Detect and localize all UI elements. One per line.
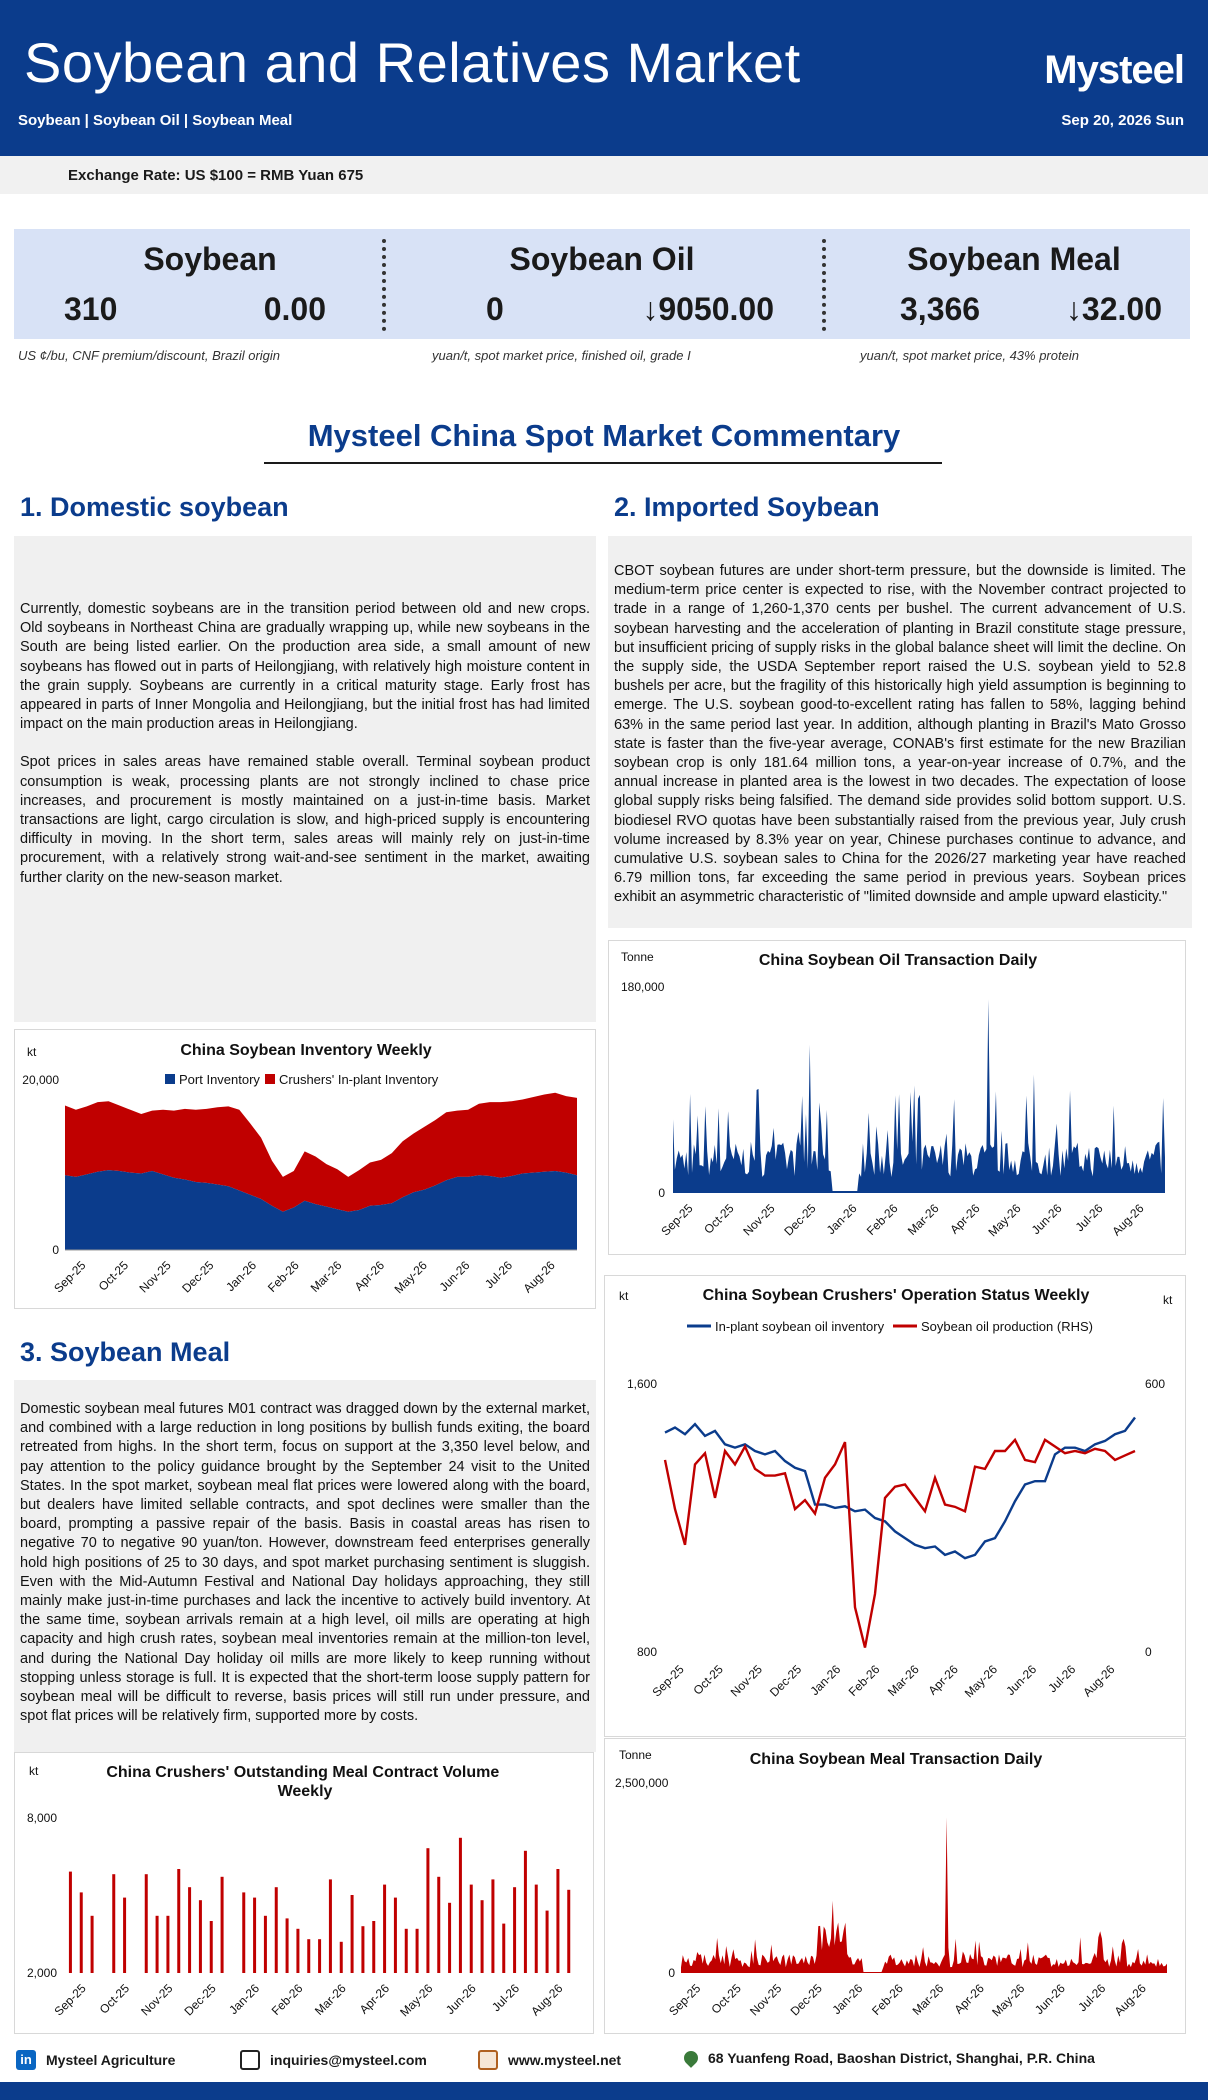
x-tick-label: Jun-26 [1003, 1662, 1040, 1699]
x-tick-label: Oct-25 [701, 1201, 737, 1237]
x-tick-label: Jul-26 [482, 1258, 516, 1292]
x-tick-label: Oct-25 [708, 1981, 744, 2017]
x-tick-label: Feb-26 [869, 1981, 906, 2019]
y-tick-max: 20,000 [22, 1073, 59, 1087]
paragraph: Domestic soybean meal futures M01 contract was dragged down by the external market, and combined with a large reduction in long positions by bullish funds exiting, the board retreated from highs. In the short term, focus on support at the 3,350 level below, and pay attention to the policy guidance brought by the September 24 visit to the United States. In the spot market, soybean meal flat prices were lowered along with the board, but dealers have limited sellable contracts, and spot declines were smaller than the board, prompting a passive repair of the basis. Basis in coastal areas has risen to negative 70 to negative 90 yuan/ton. However, downstream feed enterprises generally hold high positions of 25 to 30 days, and spot market purchasing sentiment is sluggish. Even with the Mid-Autumn Festival and National Day holidays approaching, they still mainly make just-in-time purchases and lack the incentive to actively build inventory. At the same time, soybean arrivals remain at a high level, oil mills are operating at high capacity and high crush rates, soybean meal inventories remain at the million-ton level, and during the National Day holiday oil mills are more likely to keep running without stopping unless storage is full. It is expected that the short-term loose supply pattern for soybean meal will be difficult to reverse, basis prices will still run under pressure, and spot flat prices will be relatively firm, supported more by costs. [20, 1401, 590, 1725]
footer-address [684, 2050, 1095, 2066]
bar [524, 1851, 527, 1973]
x-tick-label: Nov-25 [740, 1201, 778, 1239]
area-meal-transactions [681, 1817, 1167, 1973]
x-tick-label: May-26 [397, 1981, 436, 2020]
price-soybean-meal [838, 229, 1190, 339]
commentary-title: Mysteel China Spot Market Commentary [307, 418, 901, 453]
price-change: ↓32.00 [1065, 291, 1162, 327]
x-tick-label: May-26 [391, 1258, 430, 1297]
bar [546, 1911, 549, 1973]
x-tick-label: Apr-26 [947, 1201, 983, 1237]
x-tick-label: Dec-25 [181, 1981, 219, 2019]
chart-title [106, 1764, 503, 1800]
page-title: Soybean and Relatives Market [24, 31, 801, 94]
chart-svg [605, 1276, 1187, 1738]
bar [351, 1895, 354, 1973]
bar [221, 1877, 224, 1973]
x-tick-label: Mar-26 [884, 1662, 922, 1700]
bar [80, 1892, 83, 1973]
chart-svg [605, 1739, 1187, 2035]
bar [166, 1916, 169, 1973]
legend-inventory: In-plant soybean oil inventory [715, 1319, 885, 1334]
x-tick-label: Jan-26 [823, 1201, 860, 1238]
x-tick-label: Apr-26 [356, 1981, 393, 2017]
x-tick-label: Oct-25 [96, 1981, 133, 2017]
x-tick-label: Feb-26 [268, 1981, 306, 2019]
y2-tick-max: 600 [1145, 1377, 1166, 1391]
bar [383, 1885, 386, 1973]
chart-meal-contract [14, 1752, 594, 2034]
x-tick-label: Jan-26 [807, 1662, 844, 1699]
price-divider [822, 239, 826, 331]
bar [361, 1926, 364, 1973]
paragraph: Spot prices in sales areas have remained stable overall. Terminal soybean product consumption is weak, processing plants are not strongly inclined to chase price increases, and procurement is mostly maintained on a just-in-time basis. Market transactions are light, cargo circulation is slow, and high-priced supply is encountering difficulty in moving. In the short term, sales areas will mainly rely on just-in-time procurement, with a relatively strong wait-and-see sentiment in the market, awaiting further clarity on the new-season market. [20, 754, 590, 886]
bar [69, 1872, 72, 1973]
price-change: ↓9050.00 [642, 291, 774, 327]
bar [372, 1921, 375, 1973]
bar [145, 1874, 148, 1973]
bar [416, 1929, 419, 1973]
footer-bar [0, 2082, 1208, 2100]
exchange-rate: Exchange Rate: US $100 = RMB Yuan 675 [68, 167, 364, 184]
bar [199, 1900, 202, 1973]
bar [210, 1921, 213, 1973]
x-tick-label: Jan-26 [226, 1981, 263, 2018]
price-soybean-oil [406, 229, 798, 339]
bar [394, 1898, 397, 1973]
location-pin-icon [681, 2048, 701, 2068]
y-tick-min: 0 [52, 1243, 59, 1257]
area-oil-transactions [673, 999, 1165, 1193]
bar [177, 1869, 180, 1973]
bar [340, 1942, 343, 1973]
chart-title: China Soybean Oil Transaction Daily [758, 952, 1038, 969]
section-imported-title: 2. Imported Soybean [614, 492, 880, 522]
section-domestic-text [14, 536, 596, 1022]
y-tick-min: 0 [668, 1966, 675, 1980]
bar [470, 1885, 473, 1973]
bar [242, 1892, 245, 1973]
chart-title: China Soybean Inventory Weekly [180, 1042, 432, 1059]
chart-unit-right: kt [1163, 1293, 1173, 1307]
footer-web-label: www.mysteel.net [508, 2052, 622, 2068]
price-value: 310 [64, 291, 118, 327]
bar [253, 1898, 256, 1973]
chart-soybean-oil-daily [608, 940, 1186, 1255]
x-tick-label: Sep-25 [51, 1981, 89, 2019]
footer-email-label: inquiries@mysteel.com [270, 2052, 427, 2068]
bar [123, 1898, 126, 1973]
x-tick-label: Dec-25 [179, 1258, 217, 1296]
mysteel-logo: Mysteel [1044, 48, 1184, 92]
x-tick-label: Dec-25 [787, 1981, 825, 2019]
linkedin-icon: in [16, 2050, 36, 2070]
x-tick-label: Oct-25 [690, 1662, 726, 1698]
x-tick-label: Sep-25 [649, 1662, 687, 1700]
x-tick-label: Jul-26 [1075, 1981, 1109, 2015]
x-tick-label: Feb-26 [863, 1201, 901, 1239]
x-tick-label: Dec-25 [781, 1201, 819, 1239]
x-tick-label: Jan-26 [829, 1981, 866, 2018]
x-tick-label: Nov-25 [138, 1981, 176, 2019]
x-tick-label: Aug-26 [1111, 1981, 1149, 2019]
bar [426, 1848, 429, 1973]
legend-production: Soybean oil production (RHS) [921, 1319, 1093, 1334]
chart-unit: kt [27, 1045, 37, 1059]
bar [112, 1874, 115, 1973]
price-value: 3,366 [900, 291, 981, 327]
footer-linkedin-label: Mysteel Agriculture [46, 2052, 176, 2068]
legend-swatch-crushers [265, 1074, 275, 1084]
x-tick-label: Jun-26 [1028, 1201, 1065, 1238]
chart-meal-daily [604, 1738, 1186, 2034]
y-tick-min: 0 [658, 1186, 665, 1200]
bar [513, 1887, 516, 1973]
chart-unit: Tonne [619, 1748, 652, 1762]
price-name: Soybean [143, 241, 277, 277]
paragraph: Currently, domestic soybeans are in the transition period between old and new crops. Old soybeans in Northeast China are gradually wrapping up, while new soybeans in the South are being listed earlier. On the production area side, a small amount of new soybeans has flowed out in parts of Heilongjiang, with relatively high moisture content in the grain supply. Soybeans are currently in a critical maturity stage. Early frost has appeared in parts of Inner Mongolia and Heilongjiang, but the initial frost has had limited impact on the main production areas in Heilongjiang. [20, 601, 590, 733]
website-icon [478, 2050, 498, 2070]
header-banner [0, 0, 1208, 156]
legend-swatch-port [165, 1074, 175, 1084]
x-tick-label: Mar-26 [904, 1201, 942, 1239]
chart-title: China Soybean Meal Transaction Daily [749, 1751, 1043, 1768]
report-date: Sep 20, 2026 Sun [1061, 112, 1184, 129]
legend-port: Port Inventory [179, 1072, 260, 1087]
bar [307, 1939, 310, 1973]
price-value: 0 [486, 291, 504, 327]
x-tick-label: Nov-25 [747, 1981, 785, 2019]
price-soybean [14, 229, 406, 339]
bar [556, 1869, 559, 1973]
chart-svg [15, 1030, 597, 1310]
email-icon [240, 2050, 260, 2070]
price-divider [382, 239, 386, 331]
chart-soybean-inventory [14, 1029, 596, 1309]
bar [481, 1900, 484, 1973]
footer-linkedin[interactable] [16, 2050, 175, 2070]
price-name: Soybean Oil [509, 241, 695, 277]
bar [567, 1890, 570, 1973]
header-subtitle: Soybean | Soybean Oil | Soybean Meal [18, 112, 293, 129]
bar [286, 1918, 289, 1973]
footer-email[interactable] [240, 2050, 427, 2070]
chart-title-line: Weekly [277, 1783, 333, 1800]
x-tick-label: May-26 [989, 1981, 1028, 2020]
price-note: yuan/t, spot market price, finished oil, grade I [432, 348, 691, 363]
x-tick-label: Jan-26 [223, 1258, 260, 1295]
x-tick-label: May-26 [961, 1662, 1001, 1701]
x-tick-label: Aug-26 [528, 1981, 566, 2019]
bar [437, 1877, 440, 1973]
bar [156, 1916, 159, 1973]
bar [448, 1903, 451, 1973]
exchange-rate-bar [0, 156, 1208, 194]
section-meal-text [14, 1380, 596, 1752]
x-tick-label: Sep-25 [658, 1201, 696, 1239]
y2-tick-min: 0 [1145, 1645, 1152, 1659]
x-tick-label: Aug-26 [520, 1258, 558, 1296]
price-note: yuan/t, spot market price, 43% protein [860, 348, 1079, 363]
chart-unit: kt [29, 1764, 39, 1778]
x-tick-label: May-26 [985, 1201, 1024, 1240]
chart-svg [15, 1753, 595, 2035]
section-imported-text [608, 536, 1192, 928]
bar [459, 1838, 462, 1973]
bar [535, 1885, 538, 1973]
y-tick-max: 2,500,000 [615, 1776, 669, 1790]
x-tick-label: Nov-25 [727, 1662, 766, 1700]
price-note: US ¢/bu, CNF premium/discount, Brazil origin [18, 348, 281, 363]
y-tick-max: 180,000 [621, 980, 665, 994]
footer-web[interactable] [478, 2050, 621, 2070]
x-tick-label: Jul-26 [1072, 1201, 1106, 1235]
bar [296, 1929, 299, 1973]
x-tick-label: Sep-25 [666, 1981, 704, 2019]
footer [0, 2040, 1208, 2080]
bar [329, 1879, 332, 1973]
x-tick-label: Nov-25 [136, 1258, 174, 1296]
paragraph: CBOT soybean futures are under short-term pressure, but the downside is limited. The medium-term price center is expected to rise, with the November contract projected to trade in a range of 1,260-1,370 cents per bushel. The current advancement of U.S. soybean harvesting and the acceleration of planting in Brazil constitute stage pressure, but insufficient pricing of supply risks in the global balance sheet will limit the decline. On the supply side, the USDA September report raised the U.S. soybean yield to 52.8 bushels per acre, but the fragility of this historically high yield assumption is beginning to emerge. The U.S. soybean good-to-excellent rating has fallen to 58%, lagging behind 63% in the same period last year. In addition, although planting in Brazil's Mato Grosso state is faster than the five-year average, CONAB's first estimate for the new Brazilian soybean crop is only 181.64 million tons, a year-on-year increase of 0.7%, and the annual increase in planted area is the lowest in two decades. The expectation of loose global supply risks being falsified. The demand side provides solid bottom support. U.S. biodiesel RVO quotas have been substantially raised from the previous year, July crush volume increased by 8.3% year on year, Chinese purchases continue to advance, and cumulative U.S. soybean sales to China for the 2026/27 marketing year have reached 6.79 million tons, far exceeding the same period in previous years. Soybean prices exhibit an asymmetric characteristic of "limited downside and ample upward elasticity." [614, 563, 1186, 906]
x-tick-label: Apr-26 [351, 1258, 388, 1294]
x-tick-label: Dec-25 [766, 1662, 805, 1700]
bar [91, 1916, 94, 1973]
x-tick-label: Aug-26 [1109, 1201, 1147, 1239]
bar [264, 1916, 267, 1973]
chart-unit-left: kt [619, 1289, 629, 1303]
bar [275, 1887, 278, 1973]
x-tick-label: Jun-26 [1032, 1981, 1068, 2018]
x-tick-label: Feb-26 [845, 1662, 883, 1700]
x-tick-label: Jul-26 [489, 1981, 523, 2015]
bar [405, 1929, 408, 1973]
y-tick-max: 8,000 [26, 1811, 57, 1825]
bar [188, 1887, 191, 1973]
price-change: 0.00 [263, 291, 326, 327]
x-tick-label: Jun-26 [436, 1258, 473, 1295]
x-tick-label: Aug-26 [1080, 1662, 1118, 1700]
footer-address-label: 68 Yuanfeng Road, Baoshan District, Shanghai, P.R. China [708, 2050, 1095, 2066]
x-tick-label: Mar-26 [307, 1258, 345, 1296]
x-tick-label: Sep-25 [51, 1258, 89, 1296]
bar [502, 1924, 505, 1973]
x-tick-label: Apr-26 [925, 1662, 961, 1698]
x-tick-label: Mar-26 [312, 1981, 349, 2019]
section-meal-title: 3. Soybean Meal [20, 1337, 231, 1367]
y-tick-min: 800 [636, 1645, 657, 1659]
line-oil-production [665, 1440, 1135, 1648]
chart-svg [609, 941, 1187, 1256]
bar [318, 1939, 321, 1973]
x-tick-label: Apr-26 [951, 1981, 987, 2017]
price-name: Soybean Meal [907, 241, 1121, 277]
chart-unit: Tonne [621, 950, 654, 964]
x-tick-label: Oct-25 [95, 1258, 132, 1294]
x-tick-label: Jun-26 [442, 1981, 479, 2018]
y-tick-min: 2,000 [26, 1966, 57, 1980]
x-tick-label: Jul-26 [1045, 1662, 1079, 1696]
chart-title: China Soybean Crushers' Operation Status Weekly [702, 1287, 1090, 1304]
x-tick-label: Mar-26 [909, 1981, 947, 2019]
bar [491, 1879, 494, 1973]
line-oil-inventory [665, 1418, 1135, 1559]
legend-crushers: Crushers' In-plant Inventory [279, 1072, 439, 1087]
section-domestic-title: 1. Domestic soybean [20, 492, 289, 522]
y-tick-max: 1,600 [626, 1377, 657, 1391]
chart-title-line: China Crushers' Outstanding Meal Contract Volume [106, 1764, 500, 1781]
chart-crushers-operation [604, 1275, 1186, 1737]
x-tick-label: Feb-26 [264, 1258, 302, 1296]
commentary-underline [264, 462, 942, 464]
price-summary [14, 229, 1190, 339]
